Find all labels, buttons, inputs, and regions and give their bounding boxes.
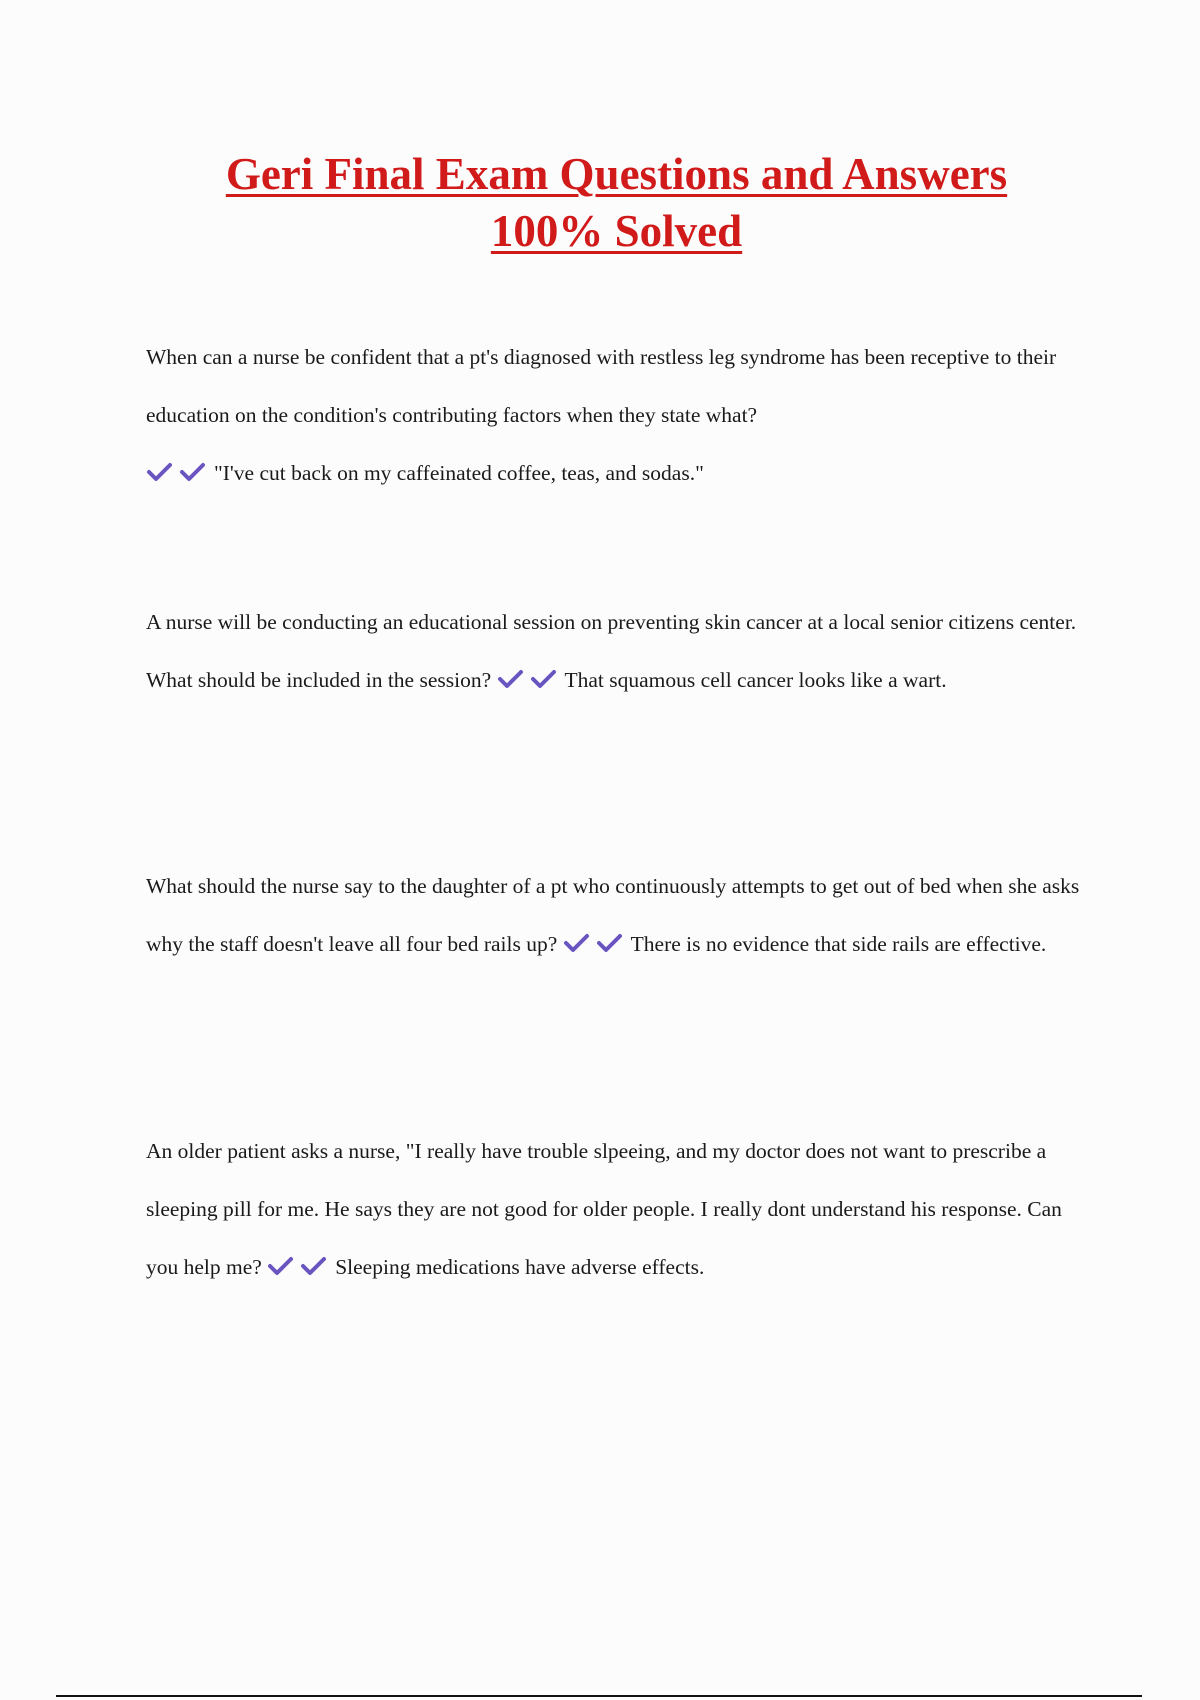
double-check-icon: [267, 1256, 333, 1276]
qa-item-2: [146, 593, 1086, 709]
answer-text: "I've cut back on my caffeinated coffee, teas, and sodas.": [214, 461, 704, 485]
double-check-icon: [497, 669, 563, 689]
question-text: An older patient asks a nurse, "I really have trouble slpeeing, and my doctor does not want to prescribe a sleeping pill for me. He says they are not good for older people. I really dont understand his response. Can you help me?: [146, 1139, 1062, 1279]
page-title: [0, 146, 1200, 260]
answer-text: That squamous cell cancer looks like a wart.: [564, 668, 947, 692]
answer-text: Sleeping medications have adverse effects.: [335, 1255, 705, 1279]
title-line-1: Geri Final Exam Questions and Answers: [225, 149, 1008, 199]
qa-item-1: [146, 328, 1086, 502]
qa-item-3: [146, 857, 1086, 973]
qa-item-4: [146, 1122, 1086, 1296]
double-check-icon: [146, 462, 212, 482]
question-text: When can a nurse be confident that a pt's diagnosed with restless leg syndrome has been receptive to their education on the condition's contributing factors when they state what?: [146, 345, 1057, 427]
double-check-icon: [563, 933, 629, 953]
answer-text: There is no evidence that side rails are effective.: [630, 932, 1047, 956]
question-text: A nurse will be conducting an educational session on preventing skin cancer at a local senior citizens center. What should be included in the session?: [146, 610, 1077, 692]
question-text: What should the nurse say to the daughter of a pt who continuously attempts to get out of bed when she asks why the staff doesn't leave all four bed rails up?: [146, 874, 1080, 956]
title-line-2: 100% Solved: [490, 206, 743, 256]
footer-divider: [56, 1695, 1142, 1697]
